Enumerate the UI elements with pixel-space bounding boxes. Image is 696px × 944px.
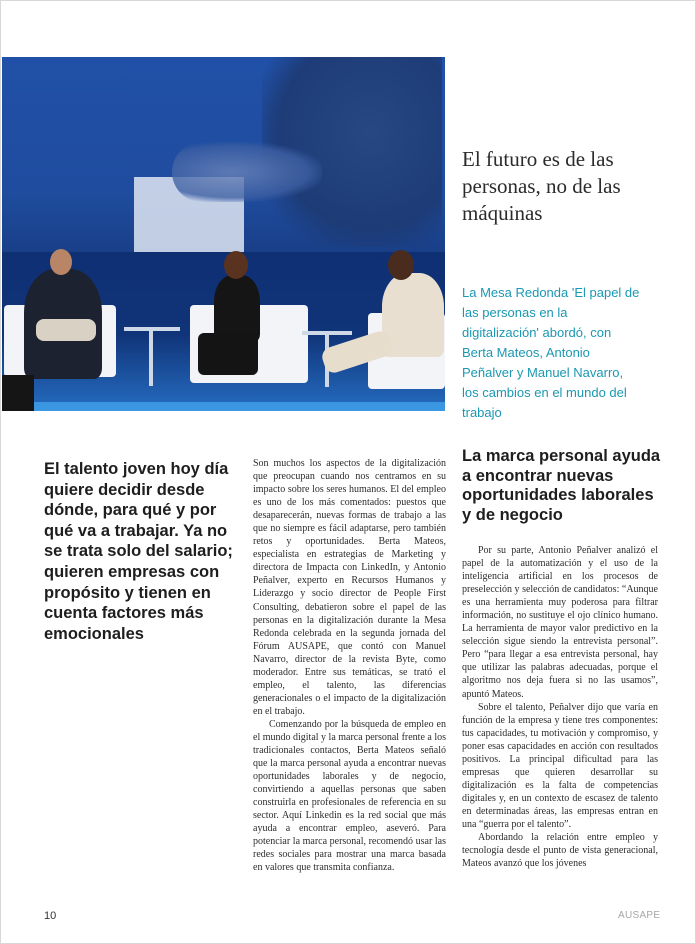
publication-brand: AUSAPE [618, 910, 661, 921]
body-paragraph: Son muchos los aspectos de la digitalización que preocupan cuando nos centramos en su impacto sobre los seres humanos. El del empleo es uno de los más comentados: puestos que desaparecerán, nuevas formas de trabajo a las que no siempre es fácil adaptarse, pero también retos y oportunidades. Berta Mateos, especialista en estrategias de Marketing y directora de Impacta con LinkedIn, y Antonio Peñalver, experto en Recursos Humanos y Liderazgo y socio director de People First Consulting, debatieron sobre el papel de las personas en la digitalización durante la Mesa Redonda celebrada en la segunda jornada del Fórum AUSAPE, que contó con Manuel Navarro, director de la revista Byte, como moderador. Entre sus temáticas, se trató el empleo, el talento, las diferencias generacionales o el impacto de la digitalización en el trabajo. [253, 458, 446, 717]
article-lead: La Mesa Redonda 'El papel de las personas en la digitalización' abordó, con Berta Mateos, Antonio Peñalver y Manuel Navarro, los cambios en el mundo del trabajo [462, 285, 640, 420]
body-paragraph: Comenzando por la búsqueda de empleo en el mundo digital y la marca personal frente a los tradicionales contactos, Berta Mateos señaló que la marca personal ayuda a encontrar nuevas oportunidades laborales y de negocio, convirtiendo a aquellas personas que saben construirla en profesionales de referencia en su sector. Aquí Linkedin es la red social que más ayuda a encontrar empleo, aseveró. Para potenciar la marca personal, recomendó usar las redes sociales para mostrar una marca basada en valores que transmita confianza. [253, 718, 446, 874]
body-column-1 [253, 457, 446, 875]
photo-panelist-right-head [388, 250, 414, 280]
photo-stage-speaker [2, 375, 34, 411]
body-paragraph: Sobre el talento, Peñalver dijo que varía en función de la empresa y tiene tres componentes: tus capacidades, tu motivación y compromiso, y poner esas capacidades en acción con resultados positivos. La principal dificultad para las empresas que quieren desarrollar su digitalización es la falta de competencias digitales y, en un contexto de escasez de talento en determinadas áreas, las empresas entran en una “guerra por el talento”. [462, 701, 658, 830]
round-table-photo [2, 57, 445, 411]
page-number: 10 [44, 910, 57, 922]
photo-panelist-center-head [224, 251, 248, 279]
body-column-2 [462, 544, 658, 870]
body-paragraph: Por su parte, Antonio Peñalver analizó el papel de la automatización y el uso de la inteligencia artificial en los procesos de preselección y selección de candidatos: “Aunque es una herramienta muy poderosa para filtrar información, no sustituye el ojo clínico humano. La herramienta de mayor valor predictivo en la selección sigue siendo la entrevista personal”. Pero “para llegar a esa entrevista personal, hay que utilizar las palabras adecuadas, porque el algoritmo nos deja fuera si no las usamos”, apuntó Mateos. [462, 545, 658, 700]
body-paragraph: Abordando la relación entre empleo y tecnología desde el punto de vista generacional, Mateos avanzó que los jóvenes [462, 832, 658, 870]
photo-panelist-left-legs [36, 319, 96, 341]
section-heading: La marca personal ayuda a encontrar nuevas oportunidades laborales y de negocio [462, 447, 661, 524]
photo-side-table-left-leg [149, 331, 153, 386]
photo-stage-floor [2, 402, 445, 411]
photo-screen-arm [172, 142, 322, 202]
photo-panelist-center-legs [198, 333, 258, 375]
article-title: El futuro es de las personas, no de las máquinas [462, 147, 621, 225]
photo-panelist-center [214, 275, 260, 341]
pull-quote: El talento joven hoy día quiere decidir desde dónde, para qué y por qué va a trabajar. Ya no se trata solo del salario; quieren empresas con propósito y tienen en cuenta factores más emocionales [44, 460, 233, 643]
photo-panelist-left-head [50, 249, 72, 275]
